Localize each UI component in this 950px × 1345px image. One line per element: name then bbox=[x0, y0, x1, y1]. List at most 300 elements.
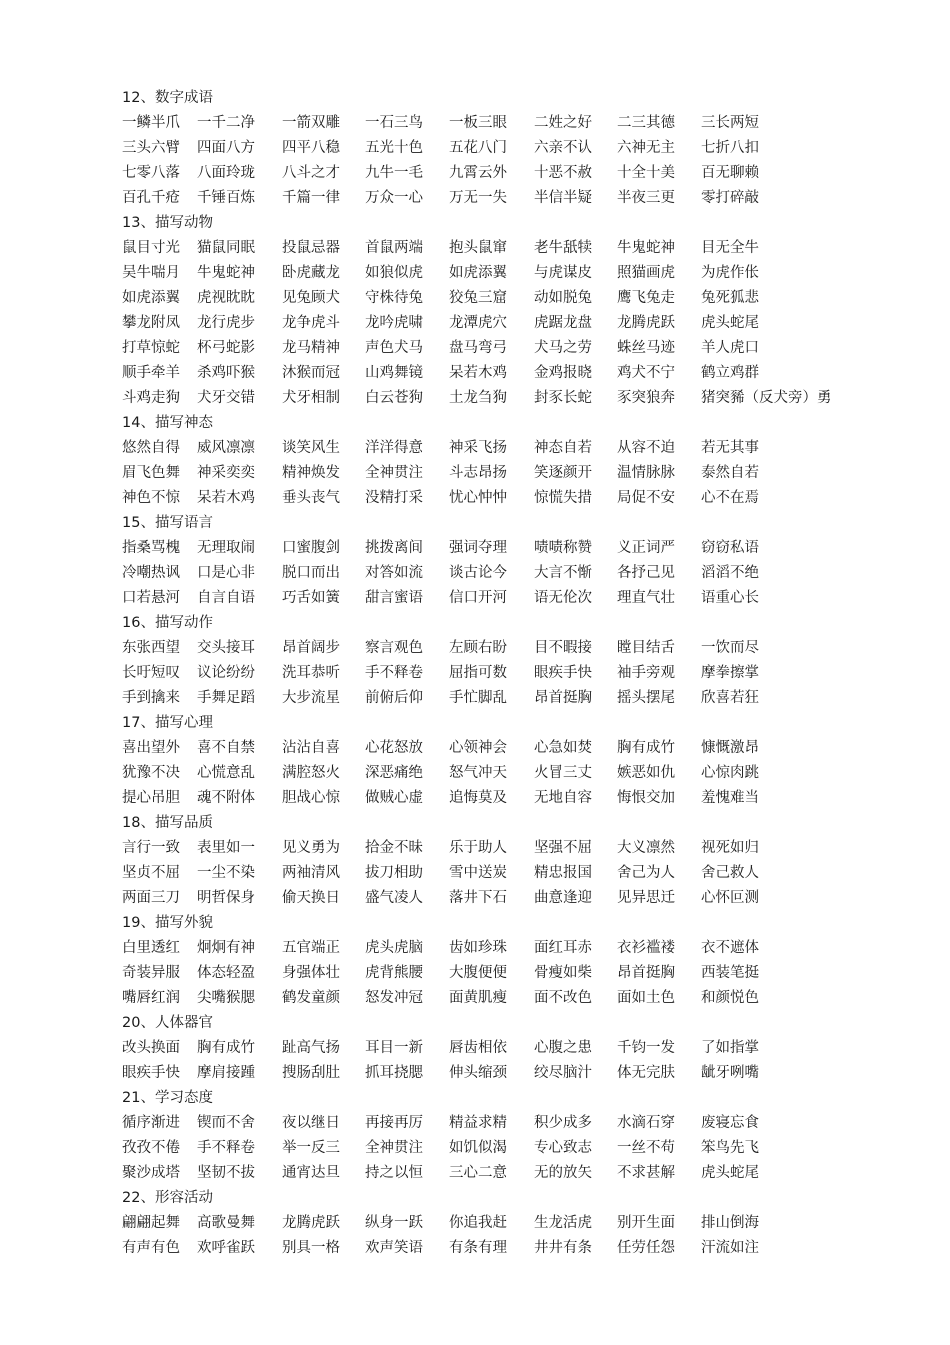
idiom: 井井有条 bbox=[534, 1240, 592, 1256]
idiom: 攀龙附凤 bbox=[122, 315, 180, 331]
idiom: 老牛舐犊 bbox=[534, 240, 592, 256]
idiom-row bbox=[122, 186, 842, 211]
section-title: 21、学习态度 bbox=[122, 1090, 213, 1106]
idiom: 胸有成竹 bbox=[617, 740, 675, 756]
idiom: 胸有成竹 bbox=[197, 1040, 255, 1056]
idiom: 心不在焉 bbox=[701, 490, 759, 506]
idiom: 四平八稳 bbox=[282, 140, 340, 156]
idiom: 杯弓蛇影 bbox=[197, 340, 255, 356]
idiom: 废寝忘食 bbox=[701, 1115, 759, 1131]
idiom: 三头六臂 bbox=[122, 140, 180, 156]
section-title: 12、数字成语 bbox=[122, 90, 213, 106]
idiom: 再接再厉 bbox=[365, 1115, 423, 1131]
idiom: 八面玲珑 bbox=[197, 165, 255, 181]
idiom: 绞尽脑汁 bbox=[534, 1065, 592, 1081]
idiom: 呆若木鸡 bbox=[449, 365, 507, 381]
idiom: 如饥似渴 bbox=[449, 1140, 507, 1156]
idiom: 喜出望外 bbox=[122, 740, 180, 756]
idiom: 谈笑风生 bbox=[282, 440, 340, 456]
idiom: 十恶不赦 bbox=[534, 165, 592, 181]
idiom: 龙腾虎跃 bbox=[282, 1215, 340, 1231]
idiom: 杀鸡吓猴 bbox=[197, 365, 255, 381]
idiom: 笑逐颜开 bbox=[534, 465, 592, 481]
idiom: 不求甚解 bbox=[617, 1165, 675, 1181]
idiom: 声色犬马 bbox=[365, 340, 423, 356]
idiom: 自言自语 bbox=[197, 590, 255, 606]
idiom: 手不释卷 bbox=[365, 665, 423, 681]
idiom-row bbox=[122, 886, 842, 911]
idiom: 积少成多 bbox=[534, 1115, 592, 1131]
idiom: 精忠报国 bbox=[534, 865, 592, 881]
section-title: 18、描写品质 bbox=[122, 815, 213, 831]
idiom: 提心吊胆 bbox=[122, 790, 180, 806]
idiom: 别开生面 bbox=[617, 1215, 675, 1231]
idiom: 了如指掌 bbox=[701, 1040, 759, 1056]
idiom-row bbox=[122, 161, 842, 186]
idiom-row bbox=[122, 1061, 842, 1086]
idiom: 持之以恒 bbox=[365, 1165, 423, 1181]
idiom: 追悔莫及 bbox=[449, 790, 507, 806]
idiom: 心惊肉跳 bbox=[701, 765, 759, 781]
idiom: 目无全牛 bbox=[701, 240, 759, 256]
idiom-row bbox=[122, 786, 842, 811]
idiom-row bbox=[122, 286, 842, 311]
idiom: 目不暇接 bbox=[534, 640, 592, 656]
idiom: 沾沾自喜 bbox=[282, 740, 340, 756]
idiom: 五光十色 bbox=[365, 140, 423, 156]
idiom: 一石三鸟 bbox=[365, 115, 423, 131]
idiom: 滔滔不绝 bbox=[701, 565, 759, 581]
idiom: 昂首挺胸 bbox=[534, 690, 592, 706]
idiom: 两面三刀 bbox=[122, 890, 180, 906]
idiom: 前俯后仰 bbox=[365, 690, 423, 706]
idiom: 怒发冲冠 bbox=[365, 990, 423, 1006]
idiom: 乐于助人 bbox=[449, 840, 507, 856]
idiom: 为虎作伥 bbox=[701, 265, 759, 281]
idiom: 有声有色 bbox=[122, 1240, 180, 1256]
idiom: 义正词严 bbox=[617, 540, 675, 556]
idiom: 尖嘴猴腮 bbox=[197, 990, 255, 1006]
idiom: 神采飞扬 bbox=[449, 440, 507, 456]
idiom: 各抒己见 bbox=[617, 565, 675, 581]
section-title: 13、描写动物 bbox=[122, 215, 213, 231]
idiom: 心急如焚 bbox=[534, 740, 592, 756]
idiom: 一鳞半爪 bbox=[122, 115, 180, 131]
idiom: 别具一格 bbox=[282, 1240, 340, 1256]
idiom-row bbox=[122, 661, 842, 686]
idiom: 封豕长蛇 bbox=[534, 390, 592, 406]
idiom: 大步流星 bbox=[282, 690, 340, 706]
idiom: 猪突豨（反犬旁）勇 bbox=[701, 390, 832, 406]
idiom: 手舞足蹈 bbox=[197, 690, 255, 706]
idiom: 手不释卷 bbox=[197, 1140, 255, 1156]
idiom: 千篇一律 bbox=[282, 190, 340, 206]
idiom-row bbox=[122, 961, 842, 986]
idiom: 通宵达旦 bbox=[282, 1165, 340, 1181]
idiom: 百孔千疮 bbox=[122, 190, 180, 206]
idiom-row bbox=[122, 336, 842, 361]
idiom: 言行一致 bbox=[122, 840, 180, 856]
idiom: 照猫画虎 bbox=[617, 265, 675, 281]
idiom: 孜孜不倦 bbox=[122, 1140, 180, 1156]
idiom: 搜肠刮肚 bbox=[282, 1065, 340, 1081]
idiom-row bbox=[122, 686, 842, 711]
idiom: 动如脱兔 bbox=[534, 290, 592, 306]
idiom: 百无聊赖 bbox=[701, 165, 759, 181]
idiom: 龙行虎步 bbox=[197, 315, 255, 331]
idiom: 龙马精神 bbox=[282, 340, 340, 356]
idiom: 心怀叵测 bbox=[701, 890, 759, 906]
idiom: 巧舌如簧 bbox=[282, 590, 340, 606]
idiom: 半信半疑 bbox=[534, 190, 592, 206]
section-title: 17、描写心理 bbox=[122, 715, 213, 731]
idiom: 与虎谋皮 bbox=[534, 265, 592, 281]
idiom: 从容不迫 bbox=[617, 440, 675, 456]
idiom: 八斗之才 bbox=[282, 165, 340, 181]
idiom: 六神无主 bbox=[617, 140, 675, 156]
idiom: 冷嘲热讽 bbox=[122, 565, 180, 581]
idiom: 你追我赶 bbox=[449, 1215, 507, 1231]
idiom: 虎背熊腰 bbox=[365, 965, 423, 981]
idiom: 十全十美 bbox=[617, 165, 675, 181]
idiom: 精神焕发 bbox=[282, 465, 340, 481]
section-title: 14、描写神态 bbox=[122, 415, 213, 431]
idiom: 虎视眈眈 bbox=[197, 290, 255, 306]
idiom: 纵身一跃 bbox=[365, 1215, 423, 1231]
idiom: 满腔怒火 bbox=[282, 765, 340, 781]
idiom: 五官端正 bbox=[282, 940, 340, 956]
idiom: 议论纷纷 bbox=[197, 665, 255, 681]
idiom: 两袖清风 bbox=[282, 865, 340, 881]
idiom: 伸头缩颈 bbox=[449, 1065, 507, 1081]
idiom: 坚贞不屈 bbox=[122, 865, 180, 881]
idiom-row bbox=[122, 136, 842, 161]
idiom-row bbox=[122, 486, 842, 511]
idiom: 察言观色 bbox=[365, 640, 423, 656]
idiom: 面不改色 bbox=[534, 990, 592, 1006]
idiom: 犬马之劳 bbox=[534, 340, 592, 356]
idiom-row bbox=[122, 361, 842, 386]
idiom: 奇装异服 bbox=[122, 965, 180, 981]
idiom: 无地自容 bbox=[534, 790, 592, 806]
idiom: 二三其德 bbox=[617, 115, 675, 131]
section-title: 22、形容活动 bbox=[122, 1190, 213, 1206]
idiom: 魂不附体 bbox=[197, 790, 255, 806]
idiom: 骨瘦如柴 bbox=[534, 965, 592, 981]
idiom: 任劳任怨 bbox=[617, 1240, 675, 1256]
idiom: 欢声笑语 bbox=[365, 1240, 423, 1256]
idiom: 虎头蛇尾 bbox=[701, 1165, 759, 1181]
idiom: 半夜三更 bbox=[617, 190, 675, 206]
idiom: 温情脉脉 bbox=[617, 465, 675, 481]
idiom: 胆战心惊 bbox=[282, 790, 340, 806]
idiom: 龇牙咧嘴 bbox=[701, 1065, 759, 1081]
idiom: 四面八方 bbox=[197, 140, 255, 156]
idiom: 脱口而出 bbox=[282, 565, 340, 581]
idiom: 夜以继日 bbox=[282, 1115, 340, 1131]
idiom: 见义勇为 bbox=[282, 840, 340, 856]
idiom: 金鸡报晓 bbox=[534, 365, 592, 381]
idiom: 炯炯有神 bbox=[197, 940, 255, 956]
idiom: 坚韧不拔 bbox=[197, 1165, 255, 1181]
idiom: 鼠目寸光 bbox=[122, 240, 180, 256]
idiom: 盛气凌人 bbox=[365, 890, 423, 906]
idiom: 口若悬河 bbox=[122, 590, 180, 606]
idiom: 洗耳恭听 bbox=[282, 665, 340, 681]
idiom: 如虎添翼 bbox=[449, 265, 507, 281]
idiom: 守株待兔 bbox=[365, 290, 423, 306]
idiom: 唇齿相依 bbox=[449, 1040, 507, 1056]
idiom: 犬牙交错 bbox=[197, 390, 255, 406]
idiom: 一饮而尽 bbox=[701, 640, 759, 656]
idiom: 抱头鼠窜 bbox=[449, 240, 507, 256]
idiom: 九霄云外 bbox=[449, 165, 507, 181]
idiom: 蛛丝马迹 bbox=[617, 340, 675, 356]
idiom: 全神贯注 bbox=[365, 1140, 423, 1156]
idiom: 锲而不舍 bbox=[197, 1115, 255, 1131]
idiom: 摩肩接踵 bbox=[197, 1065, 255, 1081]
idiom: 呆若木鸡 bbox=[197, 490, 255, 506]
idiom: 和颜悦色 bbox=[701, 990, 759, 1006]
idiom: 局促不安 bbox=[617, 490, 675, 506]
idiom: 羊人虎口 bbox=[701, 340, 759, 356]
idiom: 眉飞色舞 bbox=[122, 465, 180, 481]
idiom: 羞愧难当 bbox=[701, 790, 759, 806]
idiom-row bbox=[122, 1161, 842, 1186]
idiom: 面红耳赤 bbox=[534, 940, 592, 956]
idiom: 精益求精 bbox=[449, 1115, 507, 1131]
idiom: 昂首阔步 bbox=[282, 640, 340, 656]
idiom: 谈古论今 bbox=[449, 565, 507, 581]
idiom: 面如土色 bbox=[617, 990, 675, 1006]
idiom: 犹豫不决 bbox=[122, 765, 180, 781]
idiom-row bbox=[122, 436, 842, 461]
idiom: 卧虎藏龙 bbox=[282, 265, 340, 281]
idiom: 理直气壮 bbox=[617, 590, 675, 606]
idiom-row bbox=[122, 1211, 842, 1236]
idiom: 落井下石 bbox=[449, 890, 507, 906]
idiom: 龙争虎斗 bbox=[282, 315, 340, 331]
idiom-row bbox=[122, 1136, 842, 1161]
idiom: 水滴石穿 bbox=[617, 1115, 675, 1131]
idiom: 视死如归 bbox=[701, 840, 759, 856]
idiom-row bbox=[122, 261, 842, 286]
idiom: 火冒三丈 bbox=[534, 765, 592, 781]
idiom: 口蜜腹剑 bbox=[282, 540, 340, 556]
idiom: 欣喜若狂 bbox=[701, 690, 759, 706]
idiom: 专心致志 bbox=[534, 1140, 592, 1156]
idiom: 虎头蛇尾 bbox=[701, 315, 759, 331]
idiom: 衣衫褴褛 bbox=[617, 940, 675, 956]
idiom-row bbox=[122, 461, 842, 486]
idiom-row bbox=[122, 111, 842, 136]
idiom: 西装笔挺 bbox=[701, 965, 759, 981]
idiom: 东张西望 bbox=[122, 640, 180, 656]
idiom: 口是心非 bbox=[197, 565, 255, 581]
idiom: 怒气冲天 bbox=[449, 765, 507, 781]
idiom: 万众一心 bbox=[365, 190, 423, 206]
idiom-row bbox=[122, 736, 842, 761]
section-title: 20、人体器官 bbox=[122, 1015, 213, 1031]
idiom: 兔死狐悲 bbox=[701, 290, 759, 306]
idiom: 牛鬼蛇神 bbox=[617, 240, 675, 256]
idiom: 斗鸡走狗 bbox=[122, 390, 180, 406]
idiom-row bbox=[122, 636, 842, 661]
idiom: 洋洋得意 bbox=[365, 440, 423, 456]
idiom: 抓耳挠腮 bbox=[365, 1065, 423, 1081]
idiom: 交头接耳 bbox=[197, 640, 255, 656]
idiom-row bbox=[122, 561, 842, 586]
idiom: 耳目一新 bbox=[365, 1040, 423, 1056]
idiom: 左顾右盼 bbox=[449, 640, 507, 656]
idiom: 豕突狼奔 bbox=[617, 390, 675, 406]
idiom: 翩翩起舞 bbox=[122, 1215, 180, 1231]
idiom-row bbox=[122, 936, 842, 961]
idiom: 深恶痛绝 bbox=[365, 765, 423, 781]
idiom: 千钧一发 bbox=[617, 1040, 675, 1056]
idiom: 改头换面 bbox=[122, 1040, 180, 1056]
idiom: 喜不自禁 bbox=[197, 740, 255, 756]
idiom: 舍己救人 bbox=[701, 865, 759, 881]
idiom: 体无完肤 bbox=[617, 1065, 675, 1081]
idiom: 心慌意乱 bbox=[197, 765, 255, 781]
idiom: 投鼠忌器 bbox=[282, 240, 340, 256]
idiom: 鹤立鸡群 bbox=[701, 365, 759, 381]
idiom: 鹤发童颜 bbox=[282, 990, 340, 1006]
idiom: 悔恨交加 bbox=[617, 790, 675, 806]
idiom: 挑拨离间 bbox=[365, 540, 423, 556]
idiom: 窃窃私语 bbox=[701, 540, 759, 556]
idiom: 盘马弯弓 bbox=[449, 340, 507, 356]
idiom: 如虎添翼 bbox=[122, 290, 180, 306]
idiom: 土龙刍狗 bbox=[449, 390, 507, 406]
idiom: 大言不惭 bbox=[534, 565, 592, 581]
idiom-row bbox=[122, 236, 842, 261]
idiom: 大义凛然 bbox=[617, 840, 675, 856]
idiom: 虎头虎脑 bbox=[365, 940, 423, 956]
section-title: 15、描写语言 bbox=[122, 515, 213, 531]
idiom: 表里如一 bbox=[197, 840, 255, 856]
idiom: 高歌曼舞 bbox=[197, 1215, 255, 1231]
idiom: 面黄肌瘦 bbox=[449, 990, 507, 1006]
idiom: 齿如珍珠 bbox=[449, 940, 507, 956]
idiom: 全神贯注 bbox=[365, 465, 423, 481]
idiom: 屈指可数 bbox=[449, 665, 507, 681]
idiom: 吴牛喘月 bbox=[122, 265, 180, 281]
idiom: 悠然自得 bbox=[122, 440, 180, 456]
idiom: 明哲保身 bbox=[197, 890, 255, 906]
idiom: 长吁短叹 bbox=[122, 665, 180, 681]
idiom: 若无其事 bbox=[701, 440, 759, 456]
idiom: 神态自若 bbox=[534, 440, 592, 456]
idiom: 白云苍狗 bbox=[365, 390, 423, 406]
idiom: 见兔顾犬 bbox=[282, 290, 340, 306]
idiom: 猫鼠同眠 bbox=[197, 240, 255, 256]
idiom: 趾高气扬 bbox=[282, 1040, 340, 1056]
idiom: 偷天换日 bbox=[282, 890, 340, 906]
idiom: 心花怒放 bbox=[365, 740, 423, 756]
idiom: 有条有理 bbox=[449, 1240, 507, 1256]
idiom: 三心二意 bbox=[449, 1165, 507, 1181]
idiom: 见异思迁 bbox=[617, 890, 675, 906]
idiom: 如狼似虎 bbox=[365, 265, 423, 281]
idiom: 循序渐进 bbox=[122, 1115, 180, 1131]
idiom: 袖手旁观 bbox=[617, 665, 675, 681]
idiom: 聚沙成塔 bbox=[122, 1165, 180, 1181]
idiom: 排山倒海 bbox=[701, 1215, 759, 1231]
idiom: 没精打采 bbox=[365, 490, 423, 506]
section-title: 19、描写外貌 bbox=[122, 915, 213, 931]
idiom: 零打碎敲 bbox=[701, 190, 759, 206]
idiom: 拾金不昧 bbox=[365, 840, 423, 856]
idiom-row bbox=[122, 586, 842, 611]
idiom: 嘴唇红润 bbox=[122, 990, 180, 1006]
idiom: 一尘不染 bbox=[197, 865, 255, 881]
idiom: 啧啧称赞 bbox=[534, 540, 592, 556]
idiom: 手忙脚乱 bbox=[449, 690, 507, 706]
idiom: 舍己为人 bbox=[617, 865, 675, 881]
idiom: 龙腾虎跃 bbox=[617, 315, 675, 331]
idiom: 无的放矢 bbox=[534, 1165, 592, 1181]
idiom: 坚强不屈 bbox=[534, 840, 592, 856]
idiom: 顺手牵羊 bbox=[122, 365, 180, 381]
idiom: 斗志昂扬 bbox=[449, 465, 507, 481]
idiom: 心领神会 bbox=[449, 740, 507, 756]
idiom-document bbox=[122, 86, 842, 1261]
idiom: 鸡犬不宁 bbox=[617, 365, 675, 381]
idiom: 衣不遮体 bbox=[701, 940, 759, 956]
idiom: 笨鸟先飞 bbox=[701, 1140, 759, 1156]
idiom-row bbox=[122, 861, 842, 886]
idiom-row bbox=[122, 311, 842, 336]
idiom: 首鼠两端 bbox=[365, 240, 423, 256]
idiom: 二姓之好 bbox=[534, 115, 592, 131]
idiom: 狡兔三窟 bbox=[449, 290, 507, 306]
idiom: 欢呼雀跃 bbox=[197, 1240, 255, 1256]
idiom: 龙潭虎穴 bbox=[449, 315, 507, 331]
idiom: 一千二净 bbox=[197, 115, 255, 131]
idiom-row bbox=[122, 836, 842, 861]
idiom: 雪中送炭 bbox=[449, 865, 507, 881]
idiom-row bbox=[122, 761, 842, 786]
idiom: 眼疾手快 bbox=[122, 1065, 180, 1081]
idiom: 打草惊蛇 bbox=[122, 340, 180, 356]
idiom: 体态轻盈 bbox=[197, 965, 255, 981]
idiom: 垂头丧气 bbox=[282, 490, 340, 506]
idiom: 语无伦次 bbox=[534, 590, 592, 606]
idiom: 甜言蜜语 bbox=[365, 590, 423, 606]
idiom-row bbox=[122, 1036, 842, 1061]
idiom: 白里透红 bbox=[122, 940, 180, 956]
idiom: 千锤百炼 bbox=[197, 190, 255, 206]
idiom: 语重心长 bbox=[701, 590, 759, 606]
idiom: 生龙活虎 bbox=[534, 1215, 592, 1231]
idiom: 九牛一毛 bbox=[365, 165, 423, 181]
idiom: 汗流如注 bbox=[701, 1240, 759, 1256]
idiom: 神色不惊 bbox=[122, 490, 180, 506]
idiom: 一箭双雕 bbox=[282, 115, 340, 131]
section-title: 16、描写动作 bbox=[122, 615, 213, 631]
idiom: 心腹之患 bbox=[534, 1040, 592, 1056]
idiom: 惊慌失措 bbox=[534, 490, 592, 506]
idiom: 眼疾手快 bbox=[534, 665, 592, 681]
idiom: 威风凛凛 bbox=[197, 440, 255, 456]
idiom: 山鸡舞镜 bbox=[365, 365, 423, 381]
idiom: 忧心忡忡 bbox=[449, 490, 507, 506]
idiom: 大腹便便 bbox=[449, 965, 507, 981]
idiom: 一板三眼 bbox=[449, 115, 507, 131]
idiom: 七零八落 bbox=[122, 165, 180, 181]
